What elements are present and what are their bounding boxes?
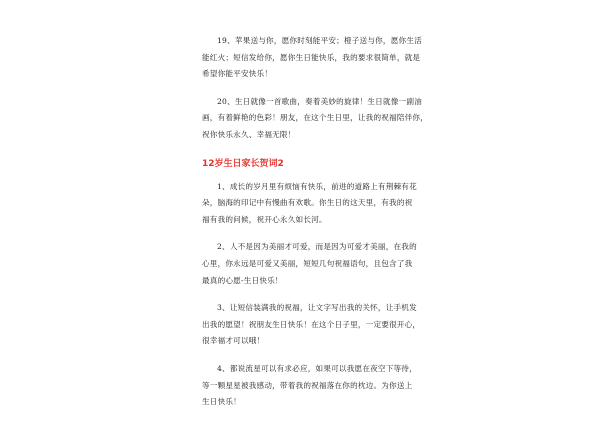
- section-heading: 12岁生日家长贺词2: [202, 158, 284, 169]
- paragraph-line: 3、让短信装满我的祝福，让文字写出我的关怀，让手机发: [217, 303, 417, 313]
- paragraph-2: [202, 239, 417, 289]
- paragraph-line: 出我的愿望！祝朋友生日快乐！在这个日子里，一定要很开心，: [202, 319, 421, 329]
- paragraph-line: 画，有着鲜艳的色彩！朋友，在这个生日里，让我的祝福陪伴你，: [202, 113, 429, 123]
- paragraph-line: 能红火；短信发给你，愿你生日能快乐，我的要求很简单，就是: [202, 52, 421, 62]
- paragraph-line: 最真的心愿-生日快乐！: [202, 275, 283, 285]
- paragraph-3: [202, 300, 421, 350]
- paragraph-line: 等一颗星星被我感动，带着我的祝福落在你的枕边。为你送上: [202, 380, 413, 390]
- paragraph-line: 朵，脑海的印记中有慢曲有欢歌。你生日的这天里，有我的祝: [202, 198, 413, 208]
- paragraph-line: 福有我的问候，祝开心永久如长河。: [202, 214, 327, 224]
- paragraph-4: [202, 361, 417, 411]
- paragraph-line: 生日快乐！: [202, 397, 241, 407]
- paragraph-1: [202, 179, 417, 229]
- paragraph-line: 4、都说流星可以有求必应，如果可以我愿在夜空下等待，: [217, 363, 417, 373]
- paragraph-line: 很幸福才可以哦！: [202, 336, 265, 346]
- paragraph-line: 希望你能平安快乐！: [202, 69, 273, 79]
- paragraph-line: 19、苹果送与你，愿你时刻能平安；橙子送与你，愿你生活: [217, 36, 422, 45]
- paragraph-line: 心里，你永远是可爱又美丽，短短几句祝福语句，且包含了我: [202, 258, 413, 268]
- paragraph-line: 祝你快乐永久、幸福无限！: [202, 129, 296, 139]
- document-content: [202, 33, 429, 422]
- paragraph-line: 20、生日就像一首歌曲，奏着美妙的旋律！生日就像一副油: [217, 96, 422, 106]
- paragraph-line: 1、成长的岁月里有烦恼有快乐，前进的道路上有荆棘有花: [217, 181, 417, 191]
- paragraph-20: [202, 94, 429, 144]
- paragraph-19: [202, 33, 422, 83]
- paragraph-line: 2、人不是因为美丽才可爱，而是因为可爱才美丽，在我的: [217, 242, 417, 252]
